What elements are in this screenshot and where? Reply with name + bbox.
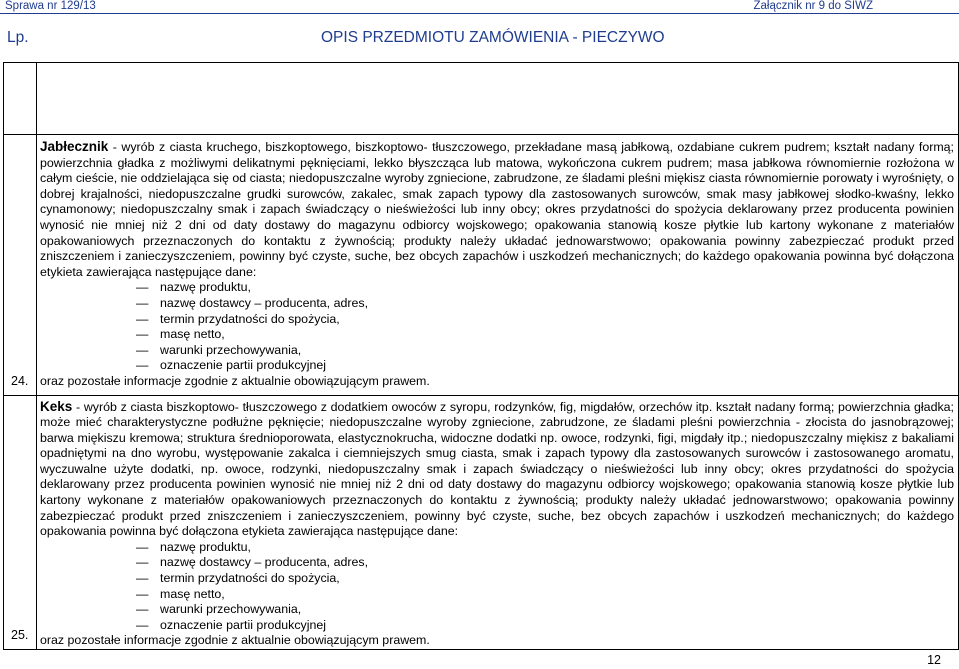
product-description: - wyrób z ciasta kruchego, biszkoptowego, biszkoptowo- tłuszczowego, przekładane masą jabłkową, ozdabiane cukrem pudrem; kształt nadany formą; powierzchnia gładka z możliwymi delikatnymi pęknięciami, lekko błyszcząca lub matowa, wykończona cukrem pudrem; masa jabłkowa równomiernie rozłożona w całym cieście, nie oddzielająca się od ciasta; niedopuszczalne wyroby zgniecione, zabrudzone, ze śladami pleśni miękisz ciasta równomiernie porowaty i wyrośnięty, o dobrej krajalności, niedopuszczalne grudki surowców, zakalec, smak zapach typowy dla zastosowanych surowców, smak masy jabłkowej słodko-kwaśny, lekko cynamonowy; niedopuszczalny smak i zapach świadczący o nieświeżości lub inny obcy; okres przydatności do spożycia deklarowany przez producenta powinien wynosić nie mniej niż 2 dni od daty dostawy do magazynu odbiorcy wojskowego; opakowania stanowią kosze płytkie lub kartony wykonane z materiałów opakowaniowych przeznaczonych do kontaktu z żywnością; produkty należy układać jednowarstwowo; opakowania powinny zabezpieczać produkt przed zniszczeniem i zanieczyszczeniem, powinny być czyste, suche, bez obcych zapachów i uszkodzeń mechanicznych; do każdego opakowania powinna być dołączona etykieta zawierająca następujące dane:	[40, 140, 954, 279]
list-item: — warunki przechowywania,	[136, 343, 954, 359]
list-item: — masę netto,	[136, 587, 954, 603]
product-footer: oraz pozostałe informacje zgodnie z aktualnie obowiązującym prawem.	[40, 633, 430, 648]
page-header	[0, 0, 959, 14]
table-row	[4, 395, 959, 650]
product-name: Jabłecznik	[40, 139, 109, 154]
row-number-cell	[4, 135, 37, 396]
list-item: — warunki przechowywania,	[136, 602, 954, 618]
attachment-label: Załącznik nr 9 do SIWZ	[753, 0, 873, 12]
label-items-list	[40, 540, 954, 634]
list-item: — oznaczenie partii produkcyjnej	[136, 358, 954, 374]
list-item: — nazwę produktu,	[136, 540, 954, 556]
product-description: - wyrób z ciasta biszkoptowo- tłuszczowego z dodatkiem owoców z syropu, rodzynków, fig, migdałów, orzechów itp. kształt nadany formą; powierzchnia gładka; może mieć charakterystyczne podłużne pęknięcie; niedopuszczalne wyroby zgniecione, zabrudzone, ze śladami pleśni powierzchnia - złocista do jasnobrązowej; barwa miękiszu kremowa; struktura średnioporowata, elastycznokrucha, widoczne dodatki np. owoce, rodzynki, figi, migdały itp.; niedopuszczalny miękisz z bakaliami opadniętymi na dno wyrobu, występowanie zakalca i ciemniejszych smug ciasta, smak i zapach typowy dla zastosowanych surowców i zastosowanego aromatu, wyczuwalne użyte dodatki, np. owoce, rodzynki, niedopuszczalny smak i zapach świadczący o nieświeżości lub inny obcy; okres przydatności do spożycia deklarowany przez producenta powinien wynosić nie mniej niż 2 dni od daty dostawy do magazynu odbiorcy wojskowego; opakowania stanowią kosze płytkie lub kartony wykonane z materiałów opakowaniowych przeznaczonych do kontaktu z żywnością; produkty należy układać jednowarstwowo; opakowania powinny zabezpieczać produkt przed zniszczeniem i zanieczyszczeniem, powinny być czyste, suche, bez obcych zapachów i uszkodzeń mechanicznych; do każdego opakowania powinna być dołączona etykieta zawierająca następujące dane:	[40, 399, 954, 539]
lp-label: Lp.	[7, 29, 29, 46]
list-item: — masę netto,	[136, 327, 954, 343]
page-number: 12	[927, 653, 941, 667]
list-item: — termin przydatności do spożycia,	[136, 312, 954, 328]
row-number-cell	[4, 63, 37, 135]
row-number: 25.	[11, 628, 29, 642]
description-cell	[37, 395, 959, 650]
table-row	[4, 135, 959, 396]
document-title: OPIS PRZEDMIOTU ZAMÓWIENIA - PIECZYWO	[321, 29, 665, 46]
label-items-list	[40, 280, 954, 374]
list-item: — nazwę dostawcy – producenta, adres,	[136, 296, 954, 312]
description-cell	[37, 63, 959, 135]
product-name: Keks	[40, 398, 73, 414]
header-divider	[0, 13, 959, 14]
list-item: — oznaczenie partii produkcyjnej	[136, 618, 954, 634]
list-item: — nazwę dostawcy – producenta, adres,	[136, 555, 954, 571]
list-item: — termin przydatności do spożycia,	[136, 571, 954, 587]
row-number: 24.	[11, 373, 29, 388]
title-row	[0, 29, 959, 49]
row-number-cell	[4, 395, 37, 650]
product-footer: oraz pozostałe informacje zgodnie z aktualnie obowiązującym prawem.	[40, 373, 430, 388]
list-item: — nazwę produktu,	[136, 280, 954, 296]
case-number: Sprawa nr 129/13	[5, 0, 96, 12]
description-cell	[37, 135, 959, 396]
description-table	[3, 62, 959, 650]
table-row-empty	[4, 63, 959, 135]
